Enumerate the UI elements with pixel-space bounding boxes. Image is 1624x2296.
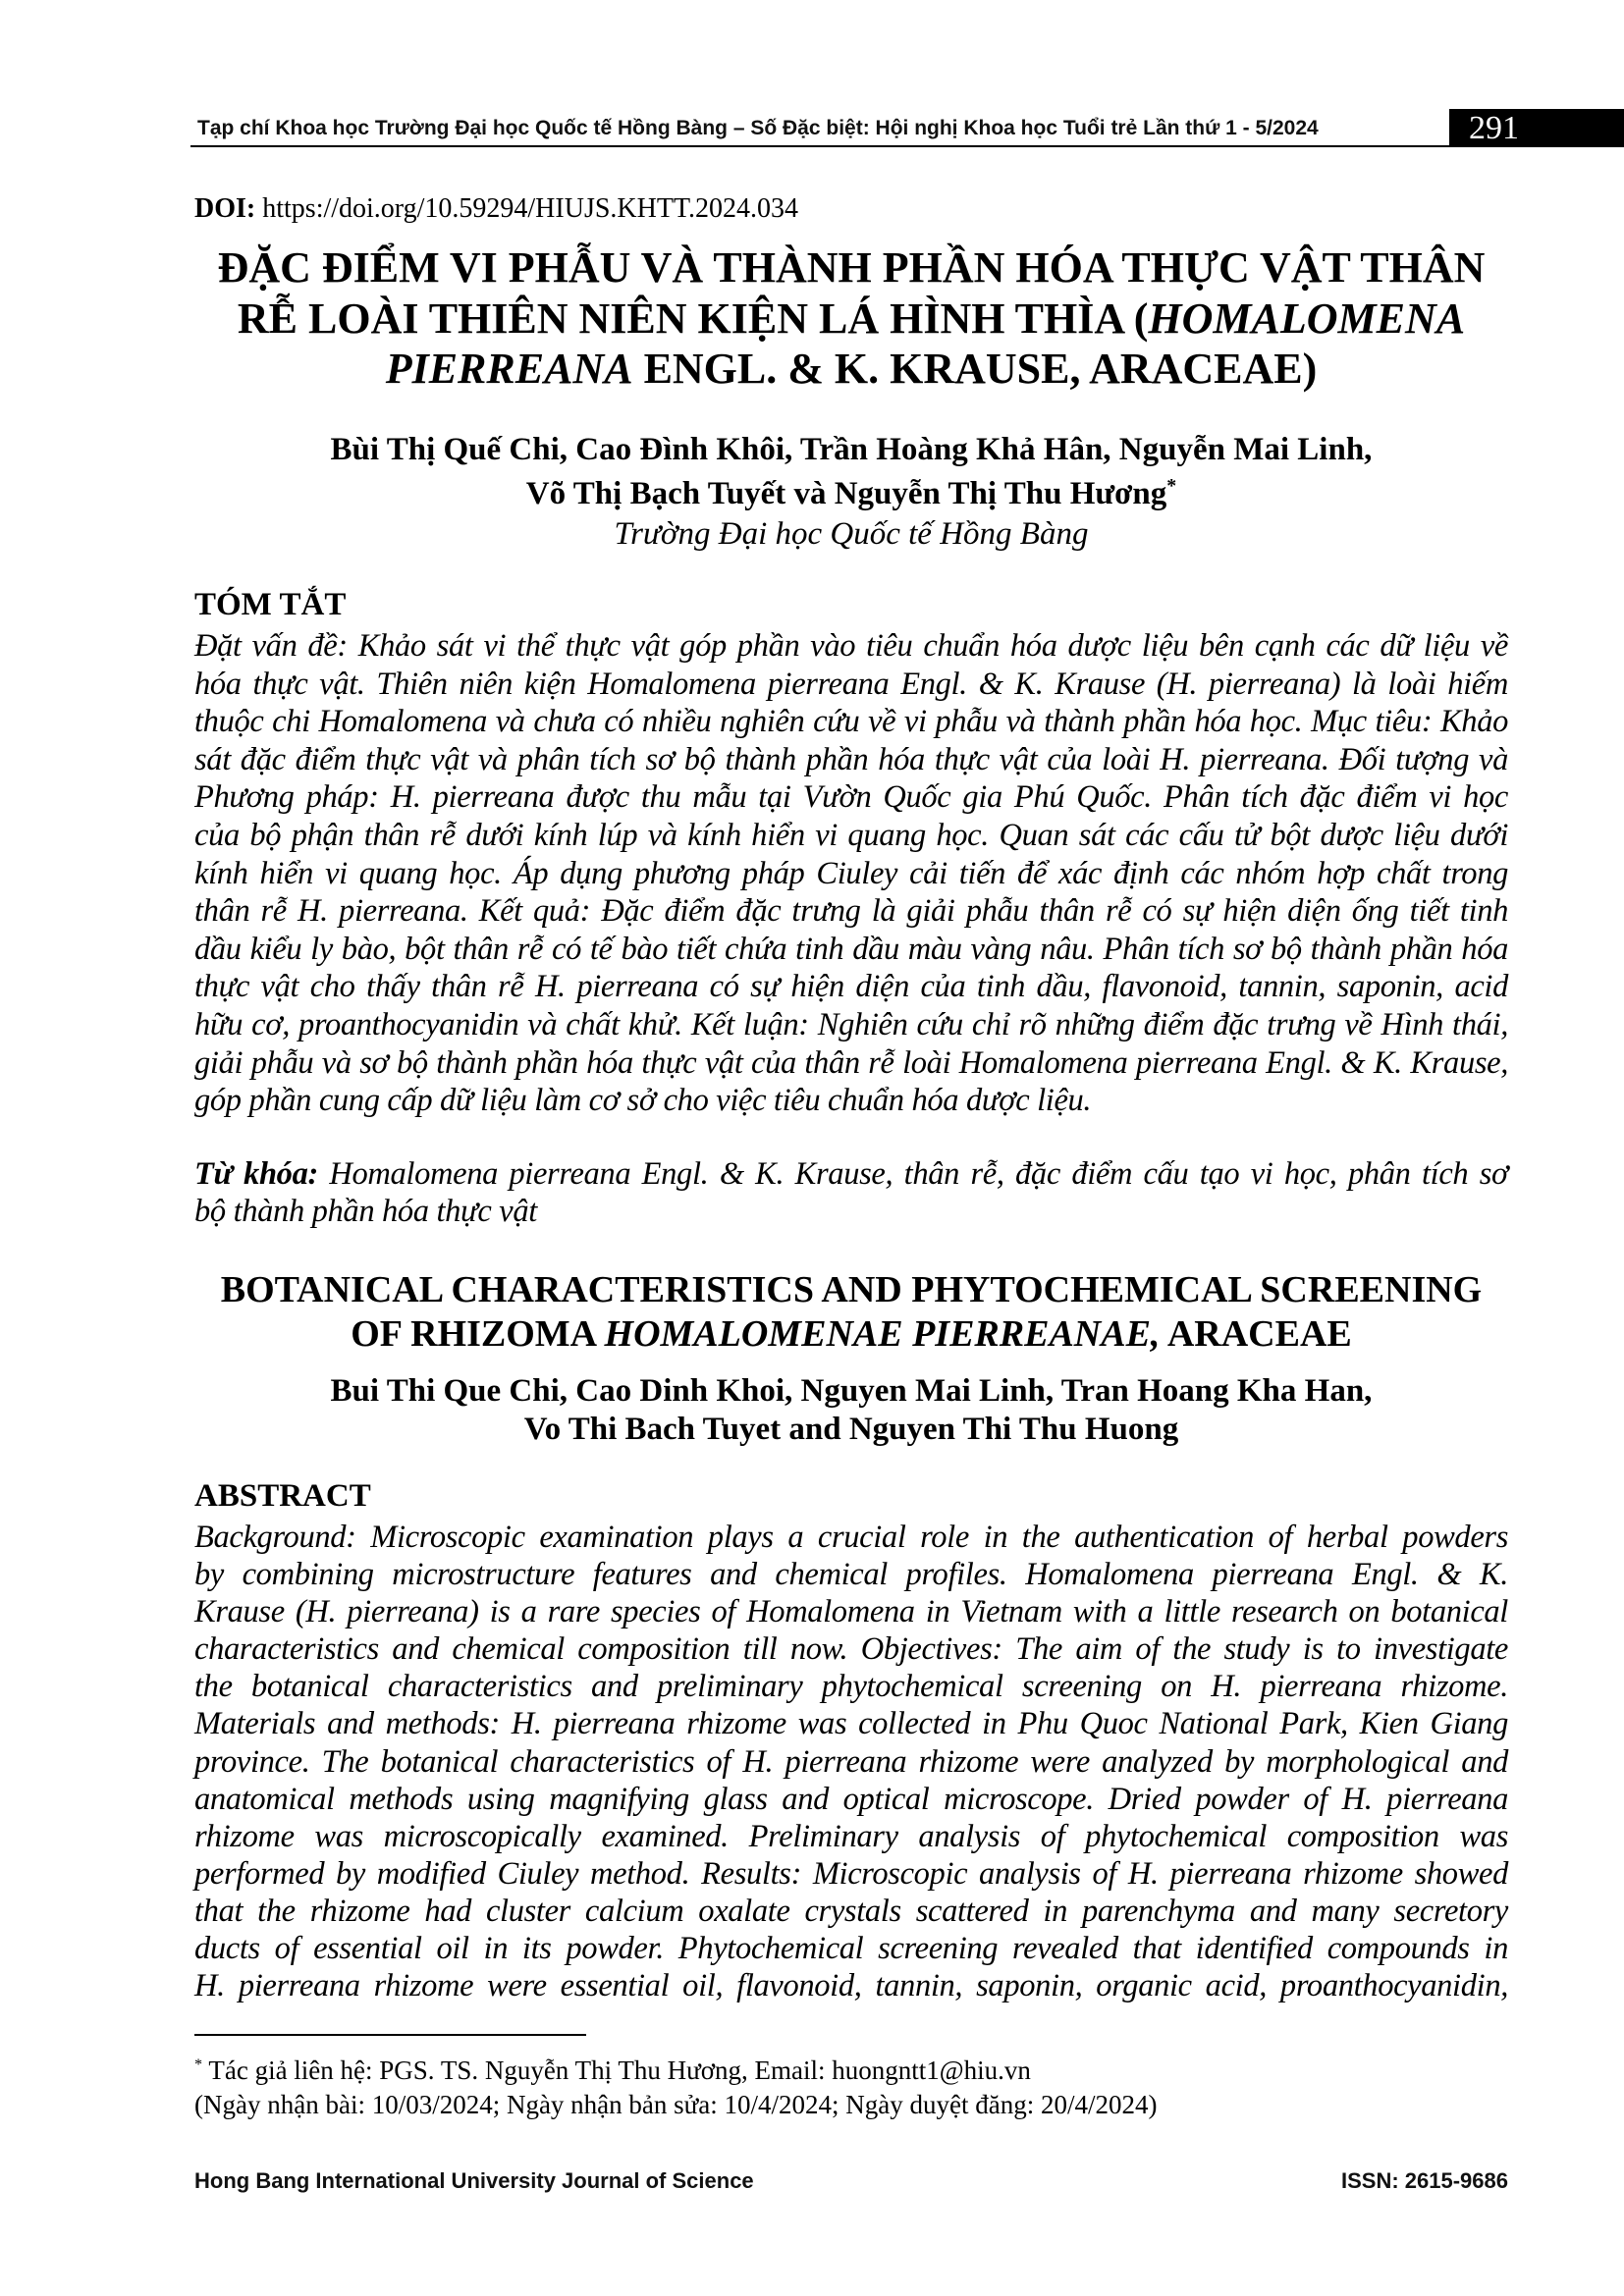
abstract-vi-body bbox=[194, 627, 1508, 1120]
title-vi-species-name: PIERREANA bbox=[385, 345, 633, 393]
doi-label: DOI: bbox=[194, 193, 256, 224]
running-header: Tạp chí Khoa học Trường Đại học Quốc tế Hồng Bàng – Số Đặc biệt: Hội nghị Khoa học Tuổi trẻ Lần thứ 1 - 5/2024 bbox=[197, 117, 1319, 139]
footnote-mark: * bbox=[194, 2056, 203, 2073]
title-vi-line-1: ĐẶC ĐIỂM VI PHẪU VÀ THÀNH PHẦN HÓA THỰC VẬT THÂN bbox=[217, 243, 1486, 292]
keywords-vi-label: Từ khóa: bbox=[194, 1156, 318, 1192]
abstract-vi-line: Phương pháp: H. pierreana được thu mẫu tại Vườn Quốc gia Phú Quốc. Phân tích đặc điểm vi học bbox=[194, 779, 1508, 816]
abstract-vi-line: thuộc chi Homalomena và chưa có nhiều nghiên cứu về vi phẫu và thành phần hóa học. Mục tiêu: Khảo bbox=[194, 704, 1508, 740]
abstract-en-line: Materials and methods: H. pierreana rhizome was collected in Phu Quoc National Park, Kien Giang bbox=[194, 1706, 1508, 1742]
abstract-en-line: the botanical characteristics and preliminary phytochemical screening on H. pierreana rhizome. bbox=[194, 1669, 1508, 1705]
page-number: 291 bbox=[1469, 110, 1519, 146]
abstract-en-body bbox=[194, 1519, 1508, 2004]
abstract-en-line: H. pierreana rhizome were essential oil, flavonoid, tannin, saponin, organic acid, proanthocyanidin, bbox=[194, 1968, 1508, 2004]
article-title-vi bbox=[194, 242, 1508, 395]
title-en-line-1: BOTANICAL CHARACTERISTICS AND PHYTOCHEMICAL SCREENING bbox=[220, 1269, 1483, 1310]
authors-vi-line-2-text: Võ Thị Bạch Tuyết và Nguyễn Thị Thu Hương bbox=[525, 476, 1167, 511]
keywords-vi-line-2: bộ thành phần hóa thực vật bbox=[194, 1194, 537, 1229]
authors-en-line-2: Vo Thi Bach Tuyet and Nguyen Thi Thu Huong bbox=[523, 1412, 1179, 1447]
header-rule bbox=[190, 145, 1449, 147]
page-number-box bbox=[1449, 109, 1624, 147]
footnote-dates: (Ngày nhận bài: 10/03/2024; Ngày nhận bản sửa: 10/4/2024; Ngày duyệt đăng: 20/4/2024) bbox=[194, 2090, 1158, 2119]
abstract-en-line: characteristics and chemical composition till now. Objectives: The aim of the study is to investigate bbox=[194, 1631, 1508, 1668]
abstract-en-line: ducts of essential oil in its powder. Phytochemical screening revealed that identified compounds in bbox=[194, 1931, 1508, 1967]
abstract-en-line: that the rhizome had cluster calcium oxalate crystals scattered in parenchyma and many secretory bbox=[194, 1893, 1508, 1929]
authors-vi bbox=[194, 428, 1508, 516]
footer-issn: ISSN: 2615-9686 bbox=[1341, 2168, 1508, 2193]
abstract-vi-line: sát đặc điểm thực vật và phân tích sơ bộ thành phần hóa thực vật của loài H. pierreana. Đối tượng và bbox=[194, 741, 1508, 777]
abstract-en-line: Background: Microscopic examination plays a crucial role in the authentication of herbal powders bbox=[194, 1520, 1508, 1555]
article-title-en bbox=[194, 1268, 1508, 1357]
page-footer bbox=[194, 2168, 1508, 2194]
title-en-line-2-text: OF RHIZOMA bbox=[351, 1313, 596, 1355]
abstract-vi-line: của bộ phận thân rễ dưới kính lúp và kính hiển vi quang học. Quan sát các cấu tử bột dược liệu dưới bbox=[194, 817, 1508, 853]
authors-en-line-1: Bui Thi Que Chi, Cao Dinh Khoi, Nguyen Mai Linh, Tran Hoang Kha Han, bbox=[330, 1373, 1373, 1409]
abstract-en-line: province. The botanical characteristics of H. pierreana rhizome were analyzed by morphological and bbox=[194, 1743, 1508, 1780]
title-vi-line-3-text: ENGL. & K. KRAUSE, ARACEAE) bbox=[643, 345, 1318, 393]
authors-vi-line-2 bbox=[194, 472, 1508, 516]
authors-vi-line-1: Bùi Thị Quế Chi, Cao Đình Khôi, Trần Hoàng Khả Hân, Nguyễn Mai Linh, bbox=[330, 432, 1373, 467]
abstract-vi-line: hóa thực vật. Thiên niên kiện Homalomena pierreana Engl. & K. Krause (H. pierreana) là loài hiếm bbox=[194, 666, 1508, 702]
abstract-vi-line: thân rễ H. pierreana. Kết quả: Đặc điểm đặc trưng là giải phẫu thân rễ có sự hiện diện ống tiết tinh bbox=[194, 893, 1508, 930]
footnote-contact-text: Tác giả liên hệ: PGS. TS. Nguyễn Thị Thu Hương, Email: huongntt1@hiu.vn bbox=[208, 2056, 1031, 2085]
title-vi-line-3 bbox=[194, 344, 1508, 395]
abstract-vi-line: giải phẫu và sơ bộ thành phần hóa thực vật của thân rễ loài Homalomena pierreana Engl. & K. Krause, bbox=[194, 1044, 1508, 1081]
footnote-contact bbox=[194, 2054, 1508, 2088]
abstract-en-line: performed by modified Ciuley method. Results: Microscopic analysis of H. pierreana rhizome showed bbox=[194, 1855, 1508, 1892]
title-en-line-2 bbox=[194, 1312, 1508, 1357]
affiliation: Trường Đại học Quốc tế Hồng Bàng bbox=[614, 516, 1089, 552]
abstract-en-line: by combining microstructure features and chemical profiles. Homalomena pierreana Engl. & K. bbox=[194, 1557, 1508, 1593]
abstract-vi-line: hữu cơ, proanthocyanidin và chất khử. Kết luận: Nghiên cứu chỉ rõ những điểm đặc trưng về Hình thái, bbox=[194, 1006, 1508, 1042]
abstract-vi-line: kính hiển vi quang học. Áp dụng phương pháp Ciuley cải tiến để xác định các nhóm hợp chất trong bbox=[194, 855, 1508, 891]
doi-line bbox=[194, 192, 798, 226]
doi-url: https://doi.org/10.59294/HIUJS.KHTT.2024.034 bbox=[262, 193, 798, 224]
keywords-vi-text: Homalomena pierreana Engl. & K. Krause, thân rễ, đặc điểm cấu tạo vi học, phân tích sơ bbox=[329, 1156, 1508, 1192]
abstract-en-heading: ABSTRACT bbox=[194, 1478, 371, 1514]
footnote-rule bbox=[194, 2034, 586, 2036]
corresponding-author-mark: * bbox=[1166, 475, 1177, 497]
abstract-en-line: rhizome was microscopically examined. Preliminary analysis of phytochemical composition was bbox=[194, 1818, 1508, 1854]
title-vi-line-2-text: RỄ LOÀI THIÊN NIÊN KIỆN LÁ HÌNH THÌA ( bbox=[237, 294, 1149, 343]
title-en-species-name: HOMALOMENAE PIERREANAE, bbox=[604, 1313, 1161, 1355]
abstract-vi-line: thực vật cho thấy thân rễ H. pierreana có sự hiện diện của tinh dầu, flavonoid, tannin, saponin, acid bbox=[194, 969, 1508, 1005]
title-vi-genus-name: HOMALOMENA bbox=[1148, 294, 1466, 343]
abstract-vi-line: góp phần cung cấp dữ liệu làm cơ sở cho việc tiêu chuẩn hóa dược liệu. bbox=[194, 1083, 1092, 1119]
footer-journal-name: Hong Bang International University Journal of Science bbox=[194, 2168, 754, 2193]
authors-en bbox=[194, 1372, 1508, 1449]
footnote bbox=[194, 2054, 1508, 2122]
abstract-vi-line: Đặt vấn đề: Khảo sát vi thể thực vật góp phần vào tiêu chuẩn hóa dược liệu bên cạnh các dữ liệu về bbox=[194, 628, 1508, 664]
abstract-vi-line: dầu kiểu ly bào, bột thân rễ có tế bào tiết chứa tinh dầu màu vàng nâu. Phân tích sơ bộ thành phần hóa bbox=[194, 931, 1508, 967]
keywords-vi-line-1 bbox=[194, 1155, 1508, 1193]
keywords-vi bbox=[194, 1155, 1508, 1230]
abstract-en-line: Krause (H. pierreana) is a rare species of Homalomena in Vietnam with a little research on botanical bbox=[194, 1594, 1508, 1630]
title-vi-line-2 bbox=[194, 294, 1508, 345]
abstract-en-line: anatomical methods using magnifying glass and optical microscope. Dried powder of H. pierreana bbox=[194, 1781, 1508, 1817]
title-en-family-name: ARACEAE bbox=[1166, 1313, 1352, 1355]
abstract-vi-heading: TÓM TẮT bbox=[194, 587, 347, 622]
